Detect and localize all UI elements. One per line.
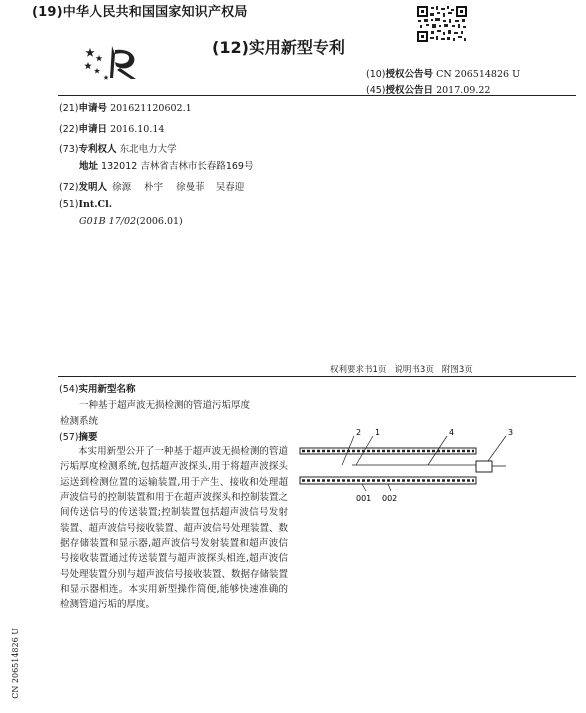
ipc-code: (51) bbox=[59, 199, 79, 210]
utility-title-line1: 一种基于超声波无损检测的管道污垢厚度 bbox=[79, 400, 251, 411]
doc-code: (12) bbox=[212, 38, 249, 57]
figure-label-3: 3 bbox=[508, 428, 514, 437]
pub-no-code: (10) bbox=[366, 69, 386, 80]
inventor-name: 吴春迎 bbox=[215, 182, 245, 193]
app-no-code: (21) bbox=[59, 103, 79, 114]
owner-value: 东北电力大学 bbox=[119, 144, 177, 155]
abstract-figure bbox=[296, 425, 518, 505]
ipc-class-row bbox=[79, 216, 183, 227]
app-date-label: 申请日 bbox=[78, 124, 108, 135]
title-label: 实用新型名称 bbox=[78, 384, 136, 395]
ipc-version: (2006.01) bbox=[136, 216, 183, 227]
office-name: 中华人民共和国国家知识产权局 bbox=[62, 5, 248, 20]
figure-label-1: 1 bbox=[375, 428, 381, 437]
address-field bbox=[79, 158, 253, 172]
abstract-label: 摘要 bbox=[78, 432, 98, 443]
address-label: 地址 bbox=[79, 161, 99, 172]
app-no-value: 201621120602.1 bbox=[110, 103, 192, 114]
address-value: 132012 吉林省吉林市长春路169号 bbox=[101, 161, 254, 172]
application-number-field bbox=[59, 100, 192, 114]
header-divider bbox=[58, 95, 576, 96]
office-heading bbox=[32, 1, 248, 20]
figure-label-002: 002 bbox=[382, 494, 398, 503]
description-pages: 说明书3页 bbox=[394, 365, 434, 375]
figure-label-2: 2 bbox=[356, 428, 362, 437]
qr-code bbox=[416, 5, 468, 43]
app-date-value: 2016.10.14 bbox=[110, 124, 165, 135]
ipc-label: Int.Cl. bbox=[78, 199, 113, 210]
abstract-code: (57) bbox=[59, 432, 79, 443]
inventor-name: 徐源 bbox=[112, 182, 132, 193]
inventor-code: (72) bbox=[59, 182, 79, 193]
app-date-code: (22) bbox=[59, 124, 79, 135]
figure-label-4: 4 bbox=[449, 428, 455, 437]
body-divider bbox=[58, 376, 576, 377]
title-code: (54) bbox=[59, 384, 79, 395]
publication-date-row bbox=[366, 82, 490, 96]
office-code: (19) bbox=[32, 5, 63, 20]
ipc-class: G01B 17/02 bbox=[79, 216, 137, 227]
application-date-field bbox=[59, 121, 164, 135]
utility-title-heading bbox=[59, 381, 136, 395]
owner-label: 专利权人 bbox=[78, 144, 117, 155]
pub-no-value: CN 206514826 U bbox=[436, 69, 521, 80]
page-counts bbox=[330, 363, 473, 375]
pub-date-code: (45) bbox=[366, 85, 386, 96]
document-type-heading bbox=[212, 35, 345, 58]
pub-date-label: 授权公告日 bbox=[385, 85, 434, 96]
abstract-heading bbox=[59, 429, 98, 443]
figure-label-001: 001 bbox=[356, 494, 372, 503]
pub-date-value: 2017.09.22 bbox=[436, 85, 491, 96]
claims-pages: 权利要求书1页 bbox=[330, 365, 387, 375]
ipc-field bbox=[59, 199, 112, 210]
pub-no-label: 授权公告号 bbox=[385, 69, 434, 80]
publication-number-row bbox=[366, 66, 520, 80]
abstract-text: 本实用新型公开了一种基于超声波无损检测的管道污垢厚度检测系统,包括超声波探头,用于将超声波探头运送到检测位置的运输装置,用于产生、接收和处理超声波信号的控制装置和用于在超声波探头和控制装置之间传送信号的传送装置;控制装置包括超声波信号发射装置、超声波信号接收装置、超声波信号处理装置、数据存储装置和显示器,超声波信号发射装置和超声波信号接收装置通过传送装置与超声波探头相连,超声波信号处理装置分别与超声波信号接收装置、数据存储装置和显示器相连。本实用新型操作简便,能够快速准确的检测管道污垢的厚度。 bbox=[60, 446, 289, 611]
patent-office-logo bbox=[84, 42, 144, 80]
utility-title-line2: 检测系统 bbox=[60, 416, 99, 427]
inventors-field bbox=[59, 179, 244, 193]
owner-code: (73) bbox=[59, 144, 79, 155]
inventor-name: 朴宇 bbox=[144, 182, 164, 193]
side-publication-code: CN 206514826 U bbox=[11, 628, 20, 699]
patentee-field bbox=[59, 141, 177, 155]
doc-type: 实用新型专利 bbox=[248, 38, 345, 57]
inventor-label: 发明人 bbox=[78, 182, 108, 193]
app-no-label: 申请号 bbox=[78, 103, 108, 114]
inventor-name: 徐曼菲 bbox=[176, 182, 205, 193]
drawings-pages: 附图3页 bbox=[441, 365, 473, 375]
